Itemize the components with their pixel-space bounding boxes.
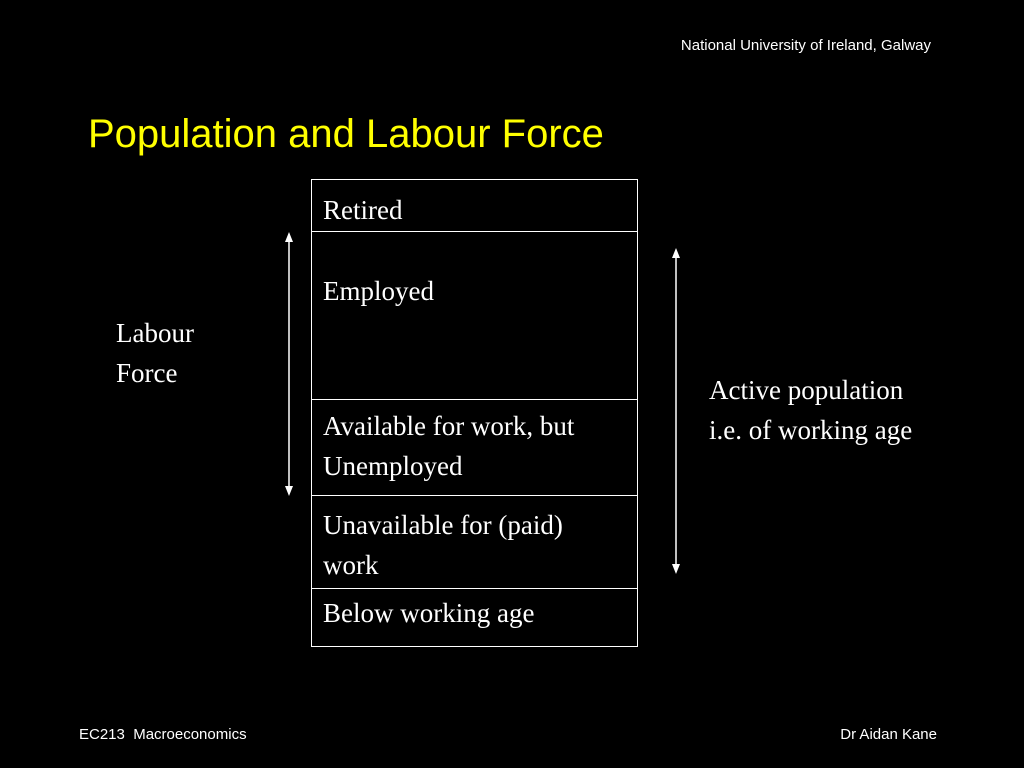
active-population-label [709,370,912,450]
segment-line: Retired [323,195,403,225]
segment-line: Available for work, but [323,411,575,441]
segment-line: Employed [323,276,434,306]
segment-unavailable [312,505,637,585]
slide-title: Population and Labour Force [88,112,604,156]
active-population-arrow [672,248,680,574]
course-footer: EC213 Macroeconomics [79,726,247,743]
segment-below-working-age [312,593,637,633]
segment-employed [312,271,637,311]
segment-divider [312,231,637,232]
segment-line: Unavailable for (paid) [323,510,563,540]
active-population-label-line: Active population [709,375,904,405]
labour-force-arrow [285,232,293,496]
segment-line: Below working age [323,598,535,628]
segment-unemployed [312,406,637,486]
segment-divider [312,495,637,496]
labour-force-label-line: Labour [116,318,194,348]
labour-force-label-line: Force [116,358,178,388]
author-footer: Dr Aidan Kane [840,726,937,743]
segment-line: work [323,550,379,580]
segment-divider [312,399,637,400]
segment-divider [312,588,637,589]
population-box [311,179,638,647]
institution-name: National University of Ireland, Galway [680,37,931,54]
active-population-label-line: i.e. of working age [709,415,913,445]
segment-line: Unemployed [323,451,463,481]
segment-retired [312,190,637,230]
